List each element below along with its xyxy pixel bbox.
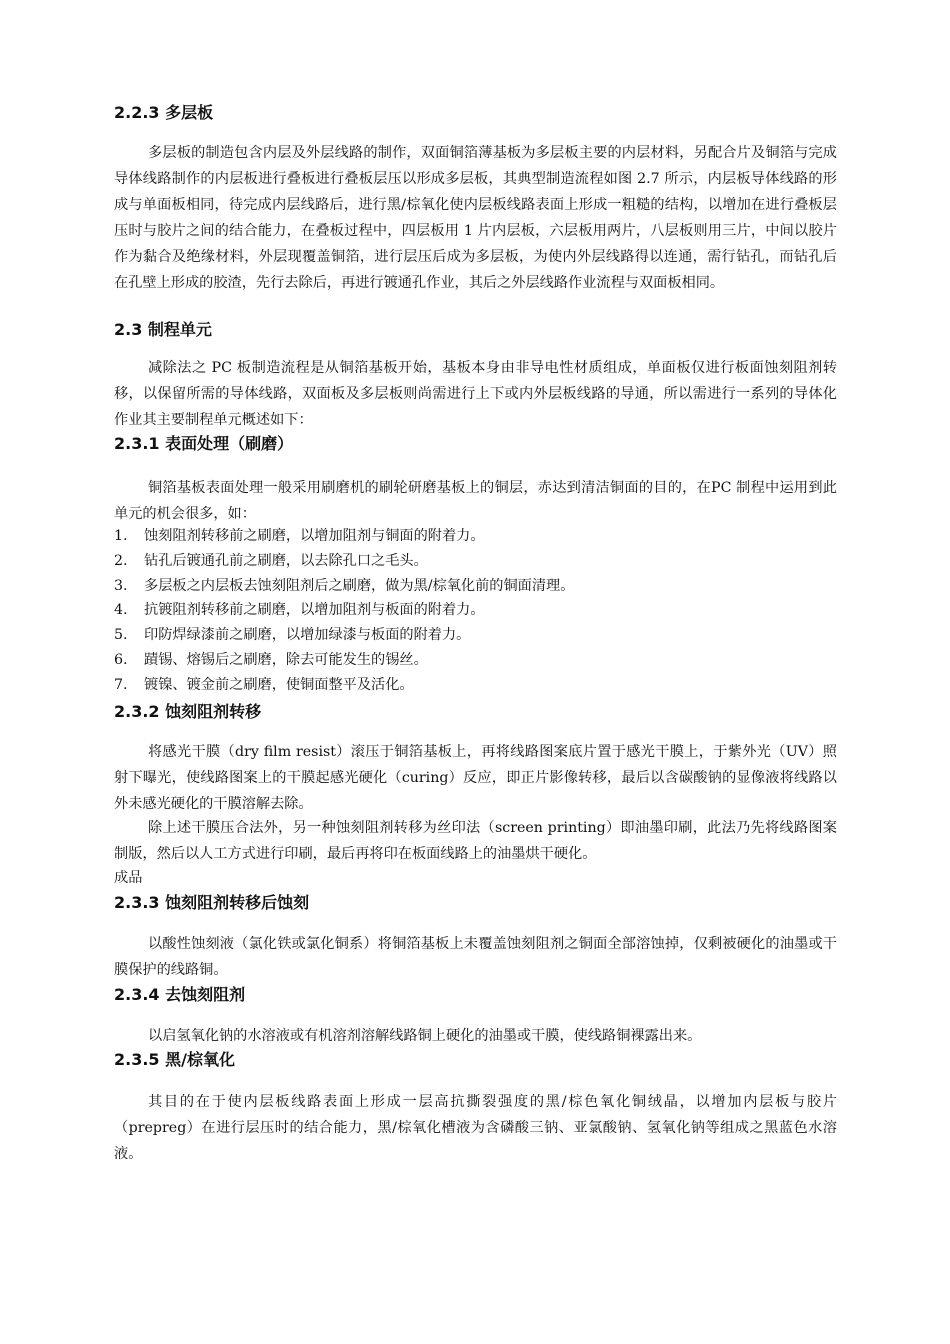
list-text: 镀镍、镀金前之刷磨，使铜面整平及活化。 [144, 676, 414, 693]
section-heading: 2.3.1 表面处理（刷磨） [114, 434, 294, 453]
list-item [114, 549, 837, 574]
paragraph: 以酸性蚀刻液（氯化铁或氯化铜系）将铜箔基板上未覆盖蚀刻阻剂之铜面全部溶蚀掉，仅剩被硬化的油墨或干膜保护的线路铜。 [114, 936, 837, 978]
paragraph: 将感光干膜（dry film resist）滚压于铜箔基板上，再将线路图案底片置于感光干膜上，于紫外光（UV）照射下曝光，使线路图案上的干膜起感光硬化（curing）反应，即正片影像转移，最后以含碳酸钠的显像液将线路以外未感光硬化的干膜溶解去除。 [114, 744, 837, 812]
list-number: 7. [114, 676, 128, 693]
section-heading: 2.3.2 蚀刻阻剂转移 [114, 702, 262, 721]
list-number: 3. [114, 577, 128, 594]
paragraph: 减除法之 PC 板制造流程是从铜箔基板开始，基板本身由非导电性材质组成，单面板仅进行板面蚀刻阻剂转移，以保留所需的导体线路，双面板及多层板则尚需进行上下或内外层板线路的导通，所以需进行一系列的导体化作业其主要制程单元概述如下： [114, 360, 837, 428]
list-item [114, 673, 837, 698]
list-text: 抗镀阻剂转移前之刷磨，以增加阻剂与板面的附着力。 [144, 602, 485, 619]
section-heading: 2.3.3 蚀刻阻剂转移后蚀刻 [114, 893, 310, 912]
section-heading: 2.3.5 黑/棕氧化 [114, 1050, 235, 1069]
paragraph: 多层板的制造包含内层及外层线路的制作，双面铜箔薄基板为多层板主要的内层材料，另配合片及铜箔与完成导体线路制作的内层板进行叠板进行叠板层压以形成多层板，其典型制造流程如图 2.7 所示，内层板导体线路的形成与单面板相同，待完成内层线路后，进行黑/棕氧化使内层板线路表面上形成一粗糙的结构，以增加在进行叠板层压时与胶片之间的结合能力，在叠板过程中，四层板用 1 片内层板，六层板用两片，八层板则用三片，中间以胶片作为黏合及绝缘材料，外层现覆盖铜箔，进行层压后成为多层板，为使内外层线路得以连通，需行钻孔，而钻孔后在孔壁上形成的胶渣，先行去除后，再进行镀通孔作业，其后之外层线路作业流程与双面板相同。 [114, 145, 837, 291]
paragraph: 铜箔基板表面处理一般采用刷磨机的刷轮研磨基板上的铜层，赤达到清洁铜面的目的，在PC 制程中运用到此单元的机会很多，如： [114, 480, 837, 522]
list-text: 蹟锡、熔锡后之刷磨，除去可能发生的锡丝。 [144, 651, 428, 668]
list-text: 钻孔后镀通孔前之刷磨，以去除孔口之毛头。 [144, 552, 428, 569]
list-text: 印防焊绿漆前之刷磨，以增加绿漆与板面的附着力。 [144, 627, 471, 644]
paragraph: 除上述干膜压合法外，另一种蚀刻阻剂转移为丝印法（screen printing）即油墨印刷，此法乃先将线路图案制版，然后以人工方式进行印刷，最后再将印在板面线路上的油墨烘干硬化。 [114, 820, 837, 862]
list-text: 多层板之内层板去蚀刻阻剂后之刷磨，做为黑/棕氧化前的铜面清理。 [144, 577, 575, 594]
list-item [114, 623, 837, 648]
section-heading: 2.3.4 去蚀刻阻剂 [114, 985, 246, 1004]
list-item [114, 598, 837, 623]
paragraph-fragment: 成品 [114, 870, 143, 886]
list-number: 5. [114, 627, 128, 644]
numbered-list [114, 524, 837, 698]
list-text: 蚀刻阻剂转移前之刷磨，以增加阻剂与铜面的附着力。 [144, 528, 485, 544]
section-heading: 2.3 制程单元 [114, 320, 212, 339]
list-number: 2. [114, 552, 128, 569]
list-item [114, 574, 837, 599]
list-number: 1. [114, 528, 128, 544]
list-number: 4. [114, 602, 128, 619]
list-item [114, 648, 837, 673]
list-item [114, 524, 837, 549]
section-heading: 2.2.3 多层板 [114, 103, 214, 122]
paragraph: 以启氢氧化钠的水溶液或有机溶剂溶解线路铜上硬化的油墨或干膜，使线路铜裸露出来。 [148, 1028, 702, 1044]
paragraph: 其目的在于使内层板线路表面上形成一层高抗撕裂强度的黑/棕色氧化铜绒晶，以增加内层板与胶片（prepreg）在进行层压时的结合能力，黑/棕氧化槽液为含磷酸三钠、亚氯酸钠、氢氧化钠等组成之黑蓝色水溶液。 [114, 1094, 837, 1162]
list-number: 6. [114, 651, 128, 668]
